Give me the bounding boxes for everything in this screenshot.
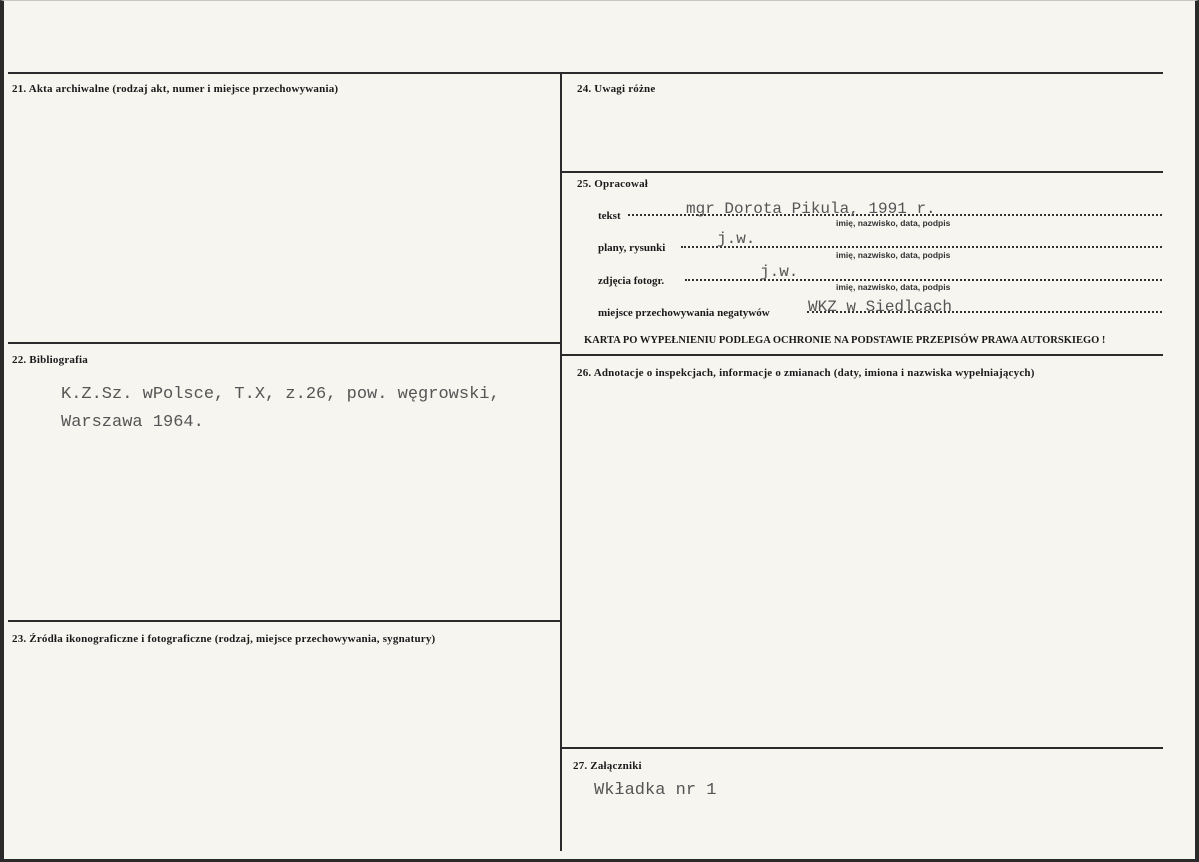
section-27-title: 27. Załączniki: [573, 760, 642, 772]
section-21-title: 21. Akta archiwalne (rodzaj akt, numer i miejsce przechowywania): [12, 83, 339, 95]
photos-row-value: j.w.: [760, 263, 799, 281]
section-26-title: 26. Adnotacje o inspekcjach, informacje o zmianach (daty, imiona i nazwiska wypełniających): [577, 367, 1035, 379]
top-rule: [8, 72, 1163, 74]
attachments-value: Wkładka nr 1: [594, 781, 717, 800]
text-row-label: tekst: [598, 210, 621, 222]
negatives-row-value: WKZ w Siedlcach: [808, 298, 953, 316]
bibliography-line-2: Warszawa 1964.: [61, 413, 204, 432]
plans-row-hint: imię, nazwisko, data, podpis: [836, 250, 951, 260]
rule-26-27: [562, 747, 1163, 749]
section-22-title: 22. Bibliografia: [12, 354, 88, 366]
bibliography-line-1: K.Z.Sz. wPolsce, T.X, z.26, pow. węgrowski,: [61, 385, 500, 404]
plans-row-value: j.w.: [717, 230, 756, 248]
section-24-title: 24. Uwagi różne: [577, 83, 656, 95]
copyright-notice: KARTA PO WYPEŁNIENIU PODLEGA OCHRONIE NA PODSTAWIE PRZEPISÓW PRAWA AUTORSKIEGO !: [584, 335, 1106, 346]
rule-21-22: [8, 342, 561, 344]
text-row-hint: imię, nazwisko, data, podpis: [836, 218, 951, 228]
rule-24-25: [562, 171, 1163, 173]
rule-25-26: [562, 354, 1163, 356]
center-divider: [560, 72, 562, 851]
plans-row-label: plany, rysunki: [598, 242, 666, 254]
section-23-title: 23. Źródła ikonograficzne i fotograficzne (rodzaj, miejsce przechowywania, sygnatury): [12, 633, 436, 645]
rule-22-23: [8, 620, 561, 622]
text-row-value: mgr Dorota Pikula, 1991 r.: [686, 200, 936, 218]
photos-row-label: zdjęcia fotogr.: [598, 275, 665, 287]
photos-row-hint: imię, nazwisko, data, podpis: [836, 282, 951, 292]
negatives-row-label: miejsce przechowywania negatywów: [598, 307, 770, 319]
section-25-title: 25. Opracował: [577, 178, 649, 190]
photos-row-dots: [685, 279, 1162, 281]
